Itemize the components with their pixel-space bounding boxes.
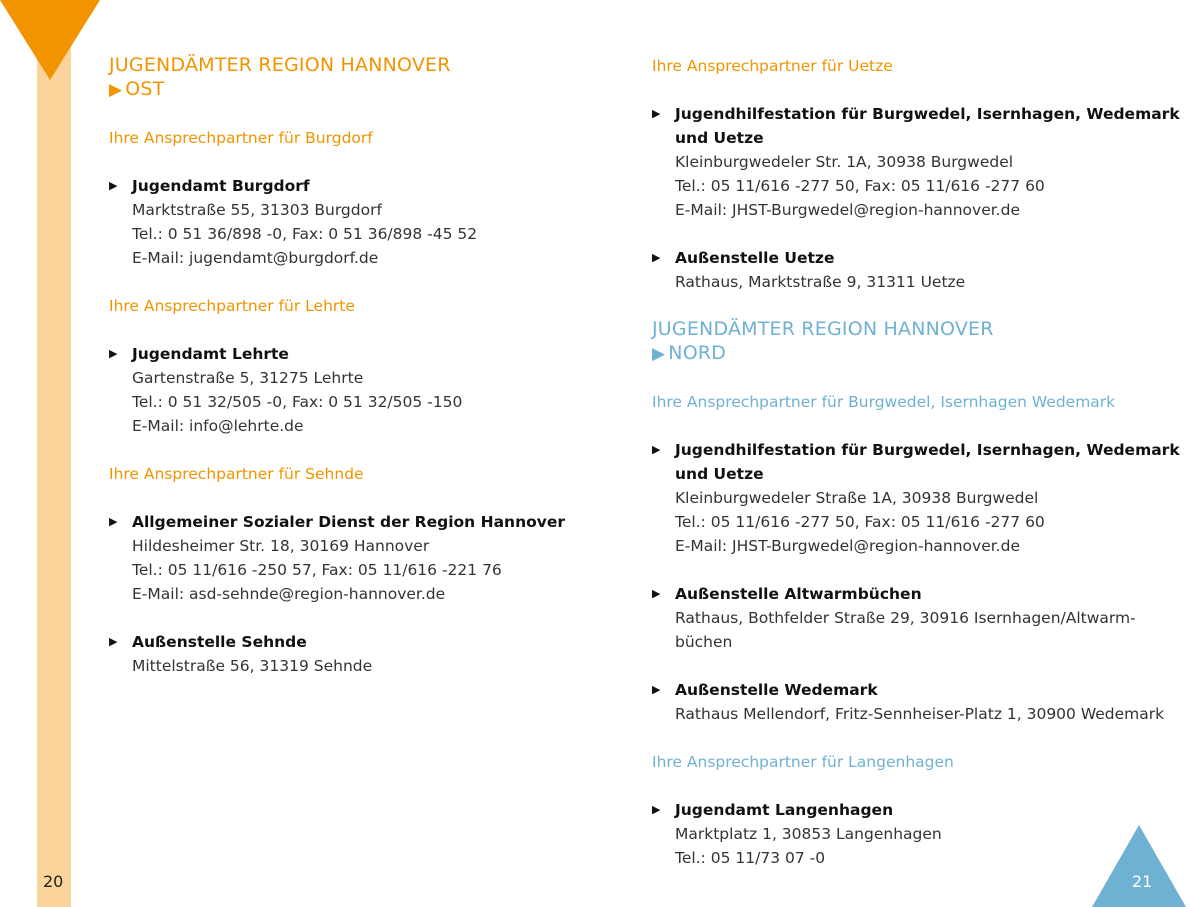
- bullet-icon: ▶: [652, 443, 661, 456]
- contact-email: E-Mail: info@lehrte.de: [132, 417, 304, 435]
- page-number-left: 20: [43, 872, 64, 891]
- contact-address: Rathaus Mellendorf, Fritz-Sennheiser-Platz 1, 30900 Wedemark: [675, 705, 1165, 723]
- contact-entry: [652, 678, 1164, 726]
- bullet-icon: ▶: [652, 107, 661, 120]
- contact-address: Kleinburgwedeler Str. 1A, 30938 Burgwedel: [675, 153, 1014, 171]
- bullet-icon: ▶: [109, 635, 118, 648]
- contact-name: Außenstelle Uetze: [675, 249, 835, 267]
- contact-name: Außenstelle Sehnde: [132, 633, 307, 651]
- contact-email: E-Mail: asd-sehnde@region-hannover.de: [132, 585, 446, 603]
- contact-phone: Tel.: 0 51 36/898 -0, Fax: 0 51 36/898 -45 52: [132, 225, 478, 243]
- section-heading-langenhagen: Ihre Ansprechpartner für Langenhagen: [652, 753, 954, 771]
- contact-name: Jugendhilfestation für Burgwedel, Isernhagen, Wedemark: [675, 105, 1180, 123]
- contact-name: Außenstelle Wedemark: [675, 681, 878, 699]
- contact-name-continued: und Uetze: [675, 465, 764, 483]
- contact-name: Jugendamt Langenhagen: [675, 801, 894, 819]
- section-heading-burgdorf: Ihre Ansprechpartner für Burgdorf: [109, 129, 373, 147]
- bullet-icon: ▶: [652, 803, 661, 816]
- contact-entry: [109, 342, 462, 438]
- contact-entry: [652, 246, 965, 294]
- contact-name: Jugendamt Lehrte: [132, 345, 289, 363]
- contact-name-continued: und Uetze: [675, 129, 764, 147]
- contact-address-continued: büchen: [675, 633, 733, 651]
- contact-entry: [652, 102, 1180, 222]
- contact-phone: Tel.: 0 51 32/505 -0, Fax: 0 51 32/505 -150: [132, 393, 463, 411]
- bullet-icon: ▶: [652, 683, 661, 696]
- contact-name: Jugendhilfestation für Burgwedel, Isernhagen, Wedemark: [675, 441, 1180, 459]
- bullet-icon: ▶: [109, 347, 118, 360]
- contact-name: Außenstelle Altwarmbüchen: [675, 585, 922, 603]
- section-heading-sehnde: Ihre Ansprechpartner für Sehnde: [109, 465, 364, 483]
- region-heading-ost: [109, 53, 451, 102]
- bullet-icon: ▶: [652, 587, 661, 600]
- contact-entry: [109, 510, 565, 606]
- section-heading-lehrte: Ihre Ansprechpartner für Lehrte: [109, 297, 355, 315]
- contact-entry: [109, 174, 477, 270]
- contact-email: E-Mail: jugendamt@burgdorf.de: [132, 249, 379, 267]
- contact-phone: Tel.: 05 11/73 07 -0: [675, 849, 826, 867]
- contact-address: Gartenstraße 5, 31275 Lehrte: [132, 369, 364, 387]
- contact-name: Allgemeiner Sozialer Dienst der Region Hannover: [132, 513, 566, 531]
- contact-entry: [652, 582, 1136, 654]
- section-heading-uetze: Ihre Ansprechpartner für Uetze: [652, 57, 893, 75]
- contact-address: Mittelstraße 56, 31319 Sehnde: [132, 657, 373, 675]
- contact-address: Marktstraße 55, 31303 Burgdorf: [132, 201, 382, 219]
- contact-name: Jugendamt Burgdorf: [132, 177, 310, 195]
- region-heading-nord: [652, 317, 994, 366]
- contact-entry: [652, 438, 1180, 558]
- contact-address: Rathaus, Bothfelder Straße 29, 30916 Isernhagen/Altwarm-: [675, 609, 1136, 627]
- orange-triangle-decoration: [0, 0, 100, 80]
- section-heading-burgwedel: Ihre Ansprechpartner für Burgwedel, Isernhagen Wedemark: [652, 393, 1116, 411]
- contact-entry: [652, 798, 942, 870]
- region-title: JUGENDÄMTER REGION HANNOVER: [652, 318, 994, 340]
- contact-email: E-Mail: JHST-Burgwedel@region-hannover.de: [675, 537, 1020, 555]
- region-subtitle: NORD: [668, 342, 727, 364]
- contact-email: E-Mail: JHST-Burgwedel@region-hannover.de: [675, 201, 1020, 219]
- contact-phone: Tel.: 05 11/616 -277 50, Fax: 05 11/616 -277 60: [675, 177, 1045, 195]
- decorative-side-bar: [37, 0, 71, 907]
- bullet-icon: ▶: [109, 515, 118, 528]
- contact-address: Rathaus, Marktstraße 9, 31311 Uetze: [675, 273, 966, 291]
- contact-address: Hildesheimer Str. 18, 30169 Hannover: [132, 537, 430, 555]
- bullet-icon: ▶: [652, 251, 661, 264]
- contact-address: Marktplatz 1, 30853 Langenhagen: [675, 825, 942, 843]
- contact-entry: [109, 630, 372, 678]
- contact-address: Kleinburgwedeler Straße 1A, 30938 Burgwedel: [675, 489, 1039, 507]
- contact-phone: Tel.: 05 11/616 -277 50, Fax: 05 11/616 -277 60: [675, 513, 1045, 531]
- contact-phone: Tel.: 05 11/616 -250 57, Fax: 05 11/616 -221 76: [132, 561, 502, 579]
- play-triangle-icon: ▶: [109, 80, 123, 100]
- region-subtitle: OST: [125, 78, 165, 100]
- play-triangle-icon: ▶: [652, 344, 666, 364]
- page-number-right: 21: [1132, 872, 1153, 891]
- region-title: JUGENDÄMTER REGION HANNOVER: [109, 54, 451, 76]
- blue-triangle-decoration: [1092, 825, 1186, 907]
- bullet-icon: ▶: [109, 179, 118, 192]
